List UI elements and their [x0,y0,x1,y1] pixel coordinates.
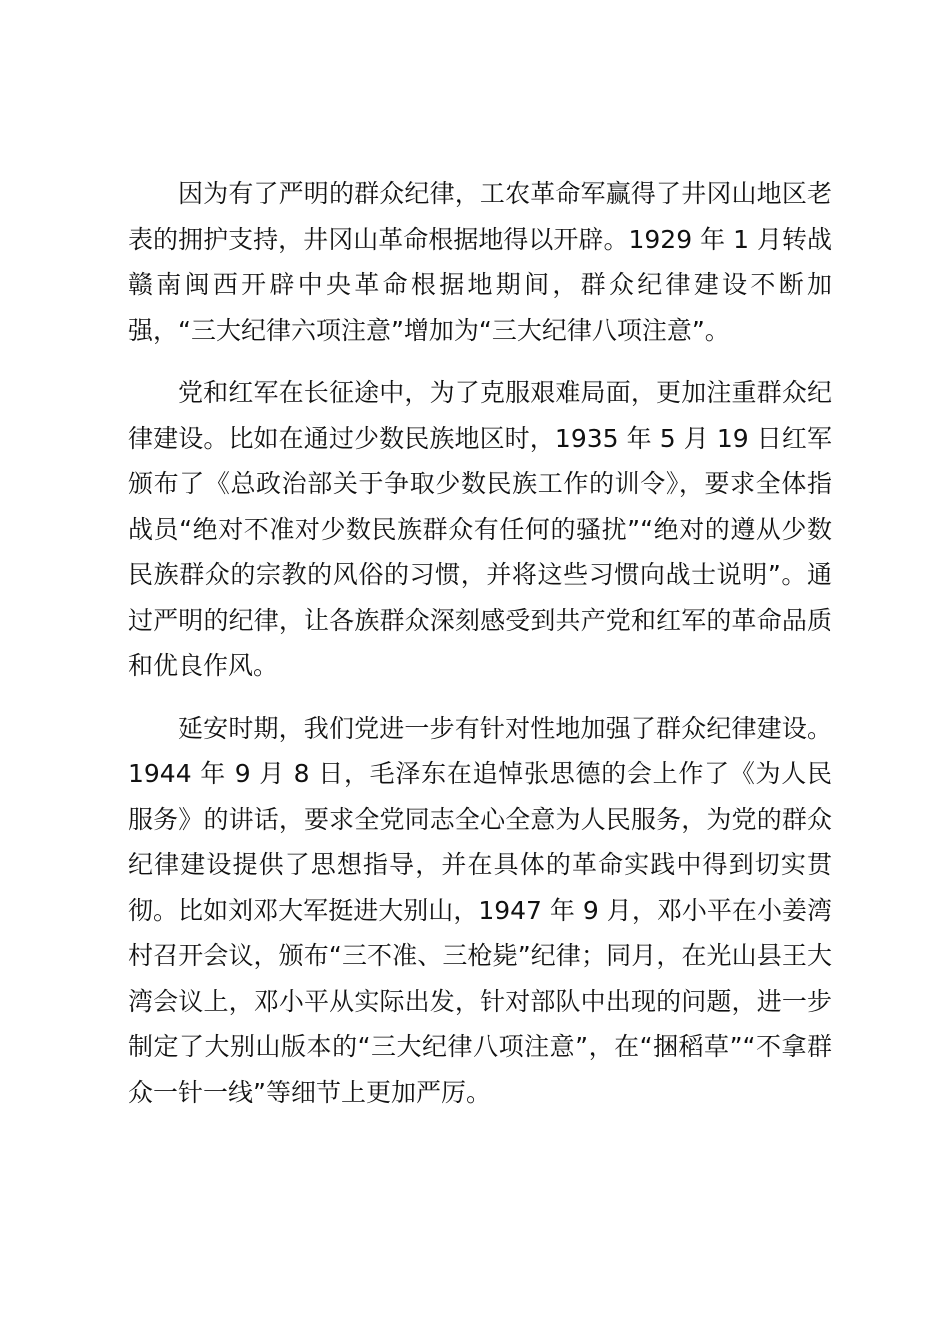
document-body [128,171,832,1132]
paragraph-2: 党和红军在长征途中，为了克服艰难局面，更加注重群众纪律建设。比如在通过少数民族地区时，1935 年 5 月 19 日红军颁布了《总政治部关于争取少数民族工作的训令》，要求全体指战员“绝对不准对少数民族群众有任何的骚扰”“绝对的遵从少数民族群众的宗教的风俗的习惯，并将这些习惯向战士说明”。通过严明的纪律，让各族群众深刻感受到共产党和红军的革命品质和优良作风。 [128,378,832,680]
paragraph-3: 延安时期，我们党进一步有针对性地加强了群众纪律建设。1944 年 9 月 8 日，毛泽东在追悼张思德的会上作了《为人民服务》的讲话，要求全党同志全心全意为人民服务，为党的群众纪律建设提供了思想指导，并在具体的革命实践中得到切实贯彻。比如刘邓大军挺进大别山，1947 年 9 月，邓小平在小姜湾村召开会议，颁布“三不准、三枪毙”纪律；同月，在光山县王大湾会议上，邓小平从实际出发，针对部队中出现的问题，进一步制定了大别山版本的“三大纪律八项注意”，在“捆稻草”“不拿群众一针一线”等细节上更加严厉。 [128,713,832,1107]
paragraph-1: 因为有了严明的群众纪律，工农革命军赢得了井冈山地区老表的拥护支持，井冈山革命根据地得以开辟。1929 年 1 月转战赣南闽西开辟中央革命根据地期间，群众纪律建设不断加强，“三大纪律六项注意”增加为“三大纪律八项注意”。 [128,179,832,345]
